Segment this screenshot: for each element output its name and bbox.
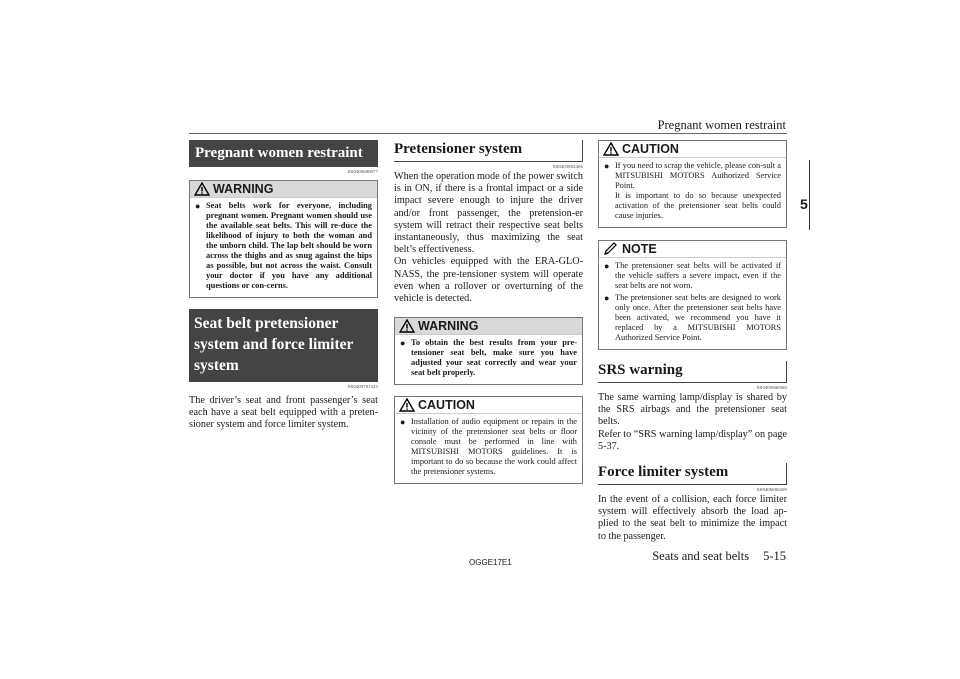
footer-page-number: 5-15 [763, 549, 786, 563]
bullet-icon: ● [400, 417, 406, 428]
warning-header [190, 181, 377, 198]
bullet-icon: ● [604, 261, 610, 271]
bullet-icon: ● [604, 293, 610, 303]
note-header [599, 241, 786, 258]
footer [600, 549, 786, 564]
body-text: The same warning lamp/display is shared by the SRS airbags and the pretensioner seat belts. [598, 392, 787, 428]
warning-item: ● Seat belts work for everyone, including pregnant women. Pregnant women should use the available seat belts. This will re-duce the likelihood of injury to both the woman and the unborn child. The lap belt should be worn across the thighs and as snug against the hips as possible, but not across the waist. Consult your doctor if you have any additional questions or con-cerns. [195, 201, 372, 290]
body-text: When the operation mode of the power switch is in ON, if there is a frontal impact or a side impact severe enough to injure the driver and/or front passenger, the pretension-er system will retract their respective seat belts instantaneously, thus maximizing the seat belt’s effectiveness. [394, 171, 583, 256]
header-rule [189, 133, 787, 134]
section-title-force-limiter: Force limiter system [598, 463, 787, 485]
note-box [598, 240, 787, 350]
warning-label: WARNING [418, 319, 479, 334]
column-2 [394, 140, 583, 484]
chapter-tab-number: 5 [800, 196, 808, 212]
warning-box [189, 180, 378, 298]
section-title-pregnant: Pregnant women restraint [189, 140, 378, 167]
note-item: ● The pretensioner seat belts will be activated if the vehicle suffers a severe impact, even if the seat belts are not worn. [604, 261, 781, 290]
section-code: E00406000209 [757, 487, 787, 493]
note-label: NOTE [622, 242, 657, 256]
warning-label: WARNING [213, 182, 274, 196]
column-3 [598, 140, 787, 543]
body-text: On vehicles equipped with the ERA-GLO-NASS, the pre-tensioner system will operate even when a rollover or overturning of the vehicle is detected. [394, 256, 583, 305]
caution-header [395, 397, 582, 414]
caution-triangle-icon [399, 398, 415, 412]
caution-box [394, 396, 583, 484]
caution-label: CAUTION [418, 398, 475, 413]
caution-triangle-icon [603, 142, 619, 156]
chapter-tab-line [809, 160, 810, 230]
column-1 [189, 140, 378, 432]
bullet-icon: ● [604, 161, 610, 171]
section-title-pretensioner: Pretensioner system [394, 140, 583, 162]
warning-triangle-icon [399, 319, 415, 333]
warning-box [394, 317, 583, 385]
bullet-icon: ● [195, 201, 201, 211]
section-code: E00405802406 [553, 164, 583, 169]
footer-chapter: Seats and seat belts [652, 549, 750, 563]
section-title-srs: SRS warning [598, 361, 787, 383]
section-code: E00405600077 [348, 169, 378, 174]
note-pencil-icon [603, 242, 619, 256]
warning-triangle-icon [194, 182, 210, 196]
note-item: ● The pretensioner seat belts are designed to work only once. After the pretensioner seat belts have been activated, we recommend you have it replaced by a MITSUBISHI MOTORS Authorized Service Point. [604, 293, 781, 342]
caution-box [598, 140, 787, 228]
caution-item [604, 161, 781, 221]
caution-label: CAUTION [622, 142, 679, 156]
caution-header [599, 141, 786, 158]
caution-text-2: It is important to do so because unexpected activation of the pretensioner seat belts could cause injuries. [615, 191, 781, 220]
caution-text-1: If you need to scrap the vehicle, please con-sult a MITSUBISHI MOTORS Authorized Service Point. [615, 161, 781, 190]
body-text: Refer to “SRS warning lamp/display” on page 5-37. [598, 428, 787, 452]
body-text: The driver’s seat and front passenger’s seat each have a seat belt equipped with a preten-sioner system and force limiter system. [189, 395, 378, 431]
section-code: E00405701323 [348, 384, 378, 389]
running-header: Pregnant women restraint [657, 118, 786, 132]
section-code: E00405900360 [757, 385, 787, 390]
section-title-pretensioner-limiter: Seat belt pretensioner system and force limiter system [189, 309, 378, 382]
caution-item: ● Installation of audio equipment or repairs in the vicinity of the pretensioner seat belts or floor console must be performed in line with MITSUBISHI MOTORS guidelines. It is important to do so because the work could affect the pretensioner systems. [400, 417, 577, 477]
footer-code: OGGE17E1 [469, 558, 512, 567]
warning-header [395, 318, 582, 335]
warning-item: ● To obtain the best results from your pre-tensioner seat belt, make sure you have adjusted your seat correctly and wear your seat belt properly. [400, 338, 577, 378]
body-text: In the event of a collision, each force limiter system will effectively absorb the load ap-plied to the seat belt to minimize the impact to the passenger. [598, 494, 787, 542]
bullet-icon: ● [400, 338, 406, 349]
